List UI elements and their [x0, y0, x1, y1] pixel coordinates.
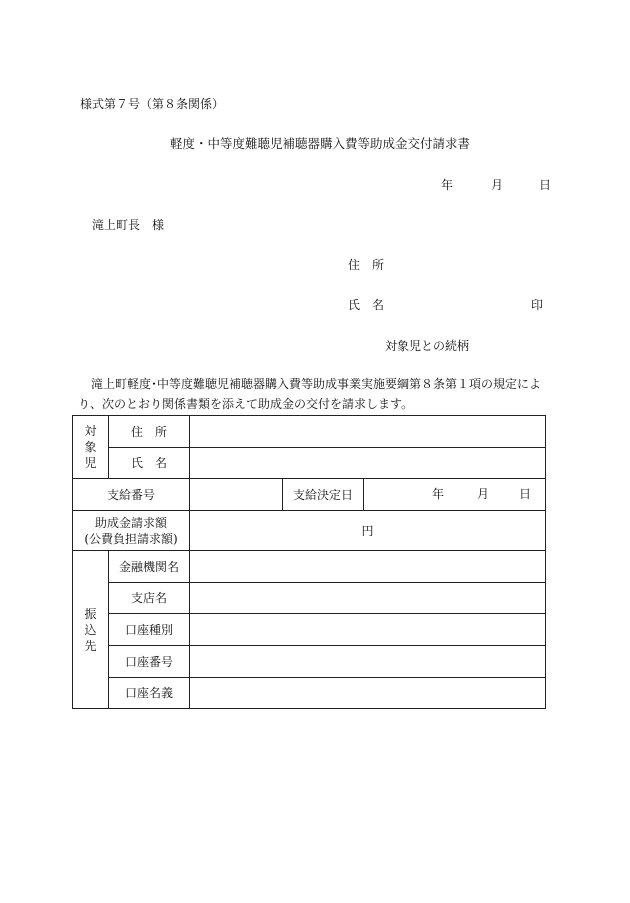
decision-year: 年	[432, 487, 445, 501]
child-address-label: 住 所	[130, 424, 167, 439]
subject-char-3: 児	[84, 456, 97, 470]
branch-name-label: 支店名	[130, 591, 167, 605]
account-holder-label: 口座名義	[124, 686, 173, 700]
subject-child-label	[73, 416, 108, 478]
relation-label: 対象児との続柄	[385, 339, 470, 353]
transfer-char-1: 振	[84, 606, 97, 621]
body-text-line-1: 滝上町軽度･中等度難聴児補聴器購入費等助成事業実施要綱第８条第１項の規定によ	[91, 377, 542, 391]
applicant-address-label: 住 所	[348, 258, 385, 272]
transfer-destination-label	[73, 551, 108, 708]
account-number-field[interactable]	[190, 646, 545, 677]
child-name-label: 氏 名	[130, 456, 167, 470]
account-number-label: 口座番号	[124, 654, 173, 669]
transfer-char-3: 先	[84, 638, 97, 653]
date-year: 年	[441, 178, 454, 192]
amount-field[interactable]	[190, 511, 545, 550]
date-month: 月	[491, 178, 504, 192]
date-day: 日	[539, 178, 552, 192]
bank-name-label: 金融機関名	[118, 559, 179, 574]
body-text-line-2: り、次のとおり関係書類を添えて助成金の交付を請求します。	[78, 397, 414, 411]
transfer-char-2: 込	[84, 622, 97, 637]
request-table	[72, 415, 546, 709]
payment-decision-date-label: 支給決定日	[292, 487, 353, 502]
yen-unit: 円	[361, 523, 374, 538]
addressee: 滝上町長 様	[92, 218, 165, 232]
amount-label	[73, 511, 189, 550]
payment-number-field[interactable]	[190, 479, 282, 510]
child-address-field[interactable]	[190, 416, 545, 447]
account-holder-field[interactable]	[190, 678, 545, 708]
account-type-field[interactable]	[190, 614, 545, 645]
bank-name-field[interactable]	[190, 551, 545, 582]
amount-label-line-1: 助成金請求額	[94, 515, 167, 530]
decision-month: 月	[477, 487, 490, 501]
amount-label-line-2: (公費負担請求額)	[84, 531, 178, 546]
decision-day: 日	[519, 487, 532, 501]
applicant-name-label: 氏 名	[348, 298, 385, 312]
document-title: 軽度・中等度難聴児補聴器購入費等助成金交付請求書	[170, 136, 471, 151]
subject-char-1: 対	[84, 424, 97, 438]
seal-mark: 印	[531, 298, 544, 312]
payment-number-label: 支給番号	[106, 487, 155, 502]
subject-char-2: 象	[84, 440, 97, 454]
child-name-field[interactable]	[190, 448, 545, 478]
form-number: 様式第７号（第８条関係）	[80, 97, 225, 111]
branch-name-field[interactable]	[190, 583, 545, 613]
account-type-label: 口座種別	[124, 622, 173, 637]
